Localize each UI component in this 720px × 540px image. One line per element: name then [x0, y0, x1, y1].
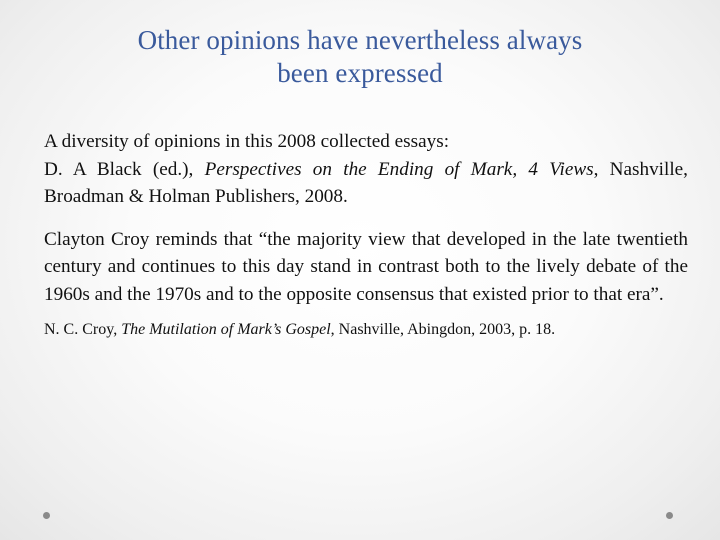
footnote-title: The Mutilation of Mark’s Gospel: [121, 321, 331, 338]
title-line-2: been expressed: [277, 58, 443, 88]
citation-title: Perspectives on the Ending of Mark, 4 Views: [204, 158, 594, 180]
paragraph-croy-quote: Clayton Croy reminds that “the majority view that developed in the late twentieth century and continues to this day stand in contrast both to the lively debate of the 1960s and the 1970s and to the opposite consensus that existed prior to that era”.: [44, 228, 688, 305]
footnote-prefix: N. C. Croy,: [44, 321, 122, 338]
paragraph-diversity: [44, 128, 688, 211]
citation-suffix: , Nashville, Broadman & Holman Publishers, 2008.: [44, 158, 688, 207]
slide-title: [60, 24, 660, 90]
footnote-citation: [44, 318, 688, 341]
slide-body: [44, 128, 688, 341]
citation-prefix: D. A Black (ed.),: [44, 158, 205, 180]
footnote-suffix: , Nashville, Abingdon, 2003, p. 18.: [330, 321, 556, 338]
corner-dot-bottom-left: [43, 512, 50, 519]
paragraph-diversity-intro: A diversity of opinions in this 2008 collected essays:: [44, 131, 450, 152]
corner-dot-bottom-right: [666, 512, 673, 519]
title-line-1: Other opinions have nevertheless always: [137, 25, 583, 55]
